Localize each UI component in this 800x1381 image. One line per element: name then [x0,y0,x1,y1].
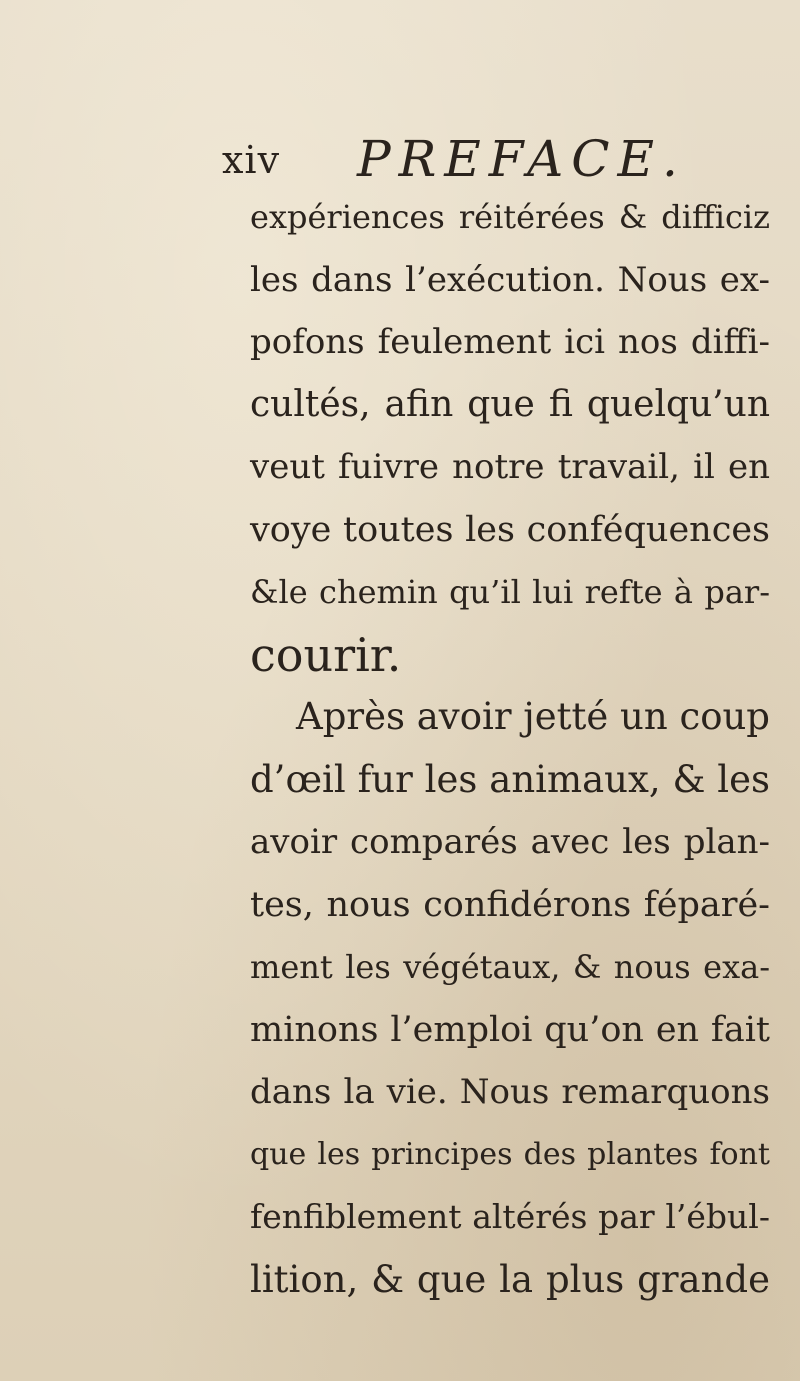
text-line: veut fuivre notre travail, il en [250,447,770,487]
text-line: d’œil fur les animaux, & les [250,757,770,801]
text-line: les dans l’exécution. Nous ex- [250,259,770,300]
text-line: pofons feulement ici nos diffi- [250,322,770,362]
paragraph-start-line: Après avoir jetté un coup [296,695,770,738]
text-line: courir. [250,627,402,682]
text-line: dans la vie. Nous remarquons [250,1072,770,1112]
text-line: minons l’emploi qu’on en fait [250,1009,770,1050]
body-text [250,186,770,1311]
page-number: xiv [222,138,281,182]
text-line: fenfiblement altérés par l’ébul- [250,1197,770,1236]
text-line: ment les végétaux, & nous exa- [250,948,770,986]
page-header [222,130,782,190]
text-line: que les principes des plantes font [250,1136,770,1172]
text-line: avoir comparés avec les plan- [250,822,770,862]
running-title: PREFACE. [357,130,686,188]
text-line: lition, & que la plus grande [250,1257,770,1301]
text-line: expériences réitérées & difficiz [250,198,770,236]
text-line: cultés, afin que fi quelqu’un [250,383,770,425]
text-line: tes, nous confidérons féparé- [250,884,770,925]
text-line: &le chemin qu’il lui refte à par- [250,573,770,611]
text-line: voye toutes les conféquences [250,509,770,550]
